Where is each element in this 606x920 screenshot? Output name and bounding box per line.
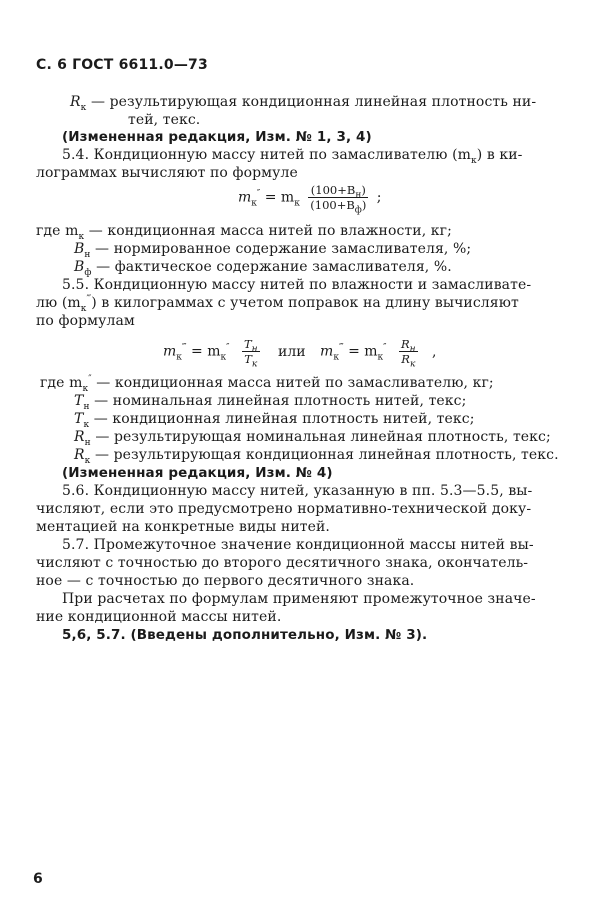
formula-rhs-sub: к: [294, 198, 300, 209]
w4-sub: н: [84, 437, 91, 448]
p56-line-3: ментацией на конкретные виды нитей.: [36, 519, 330, 535]
f1-lhs: m: [163, 343, 177, 360]
num-sub: н: [355, 190, 362, 201]
rk-definition-line-2: тей, текс.: [128, 112, 201, 128]
num-text: (100+B: [310, 183, 356, 197]
formula-or: или: [278, 343, 306, 360]
rk-definition-line-1: [70, 93, 536, 111]
f1-eq: = m: [186, 343, 221, 360]
w4-sym: R: [74, 429, 85, 445]
f2-eq: = m: [343, 343, 378, 360]
p54-line-1: [62, 146, 523, 164]
w5-sub: к: [84, 455, 91, 466]
p55-text-a: лю (m: [36, 295, 81, 311]
where-3-text: — фактическое содержание замасливателя, %.: [91, 259, 452, 275]
formula-5-4: [238, 183, 382, 216]
p54-where-1: [36, 222, 452, 240]
f2-rhs-sub: к: [377, 352, 384, 363]
p55-sup: ‴: [86, 294, 92, 305]
formula-lhs-sup: ″: [256, 188, 261, 199]
p55-line-2: [36, 294, 519, 312]
f1-numerator: [242, 337, 260, 355]
p55-where-3: [74, 410, 475, 428]
where-3-sym: B: [74, 259, 85, 275]
w1-text: — кондиционная масса нитей по замасливателю, кг;: [91, 375, 494, 391]
f2-num-sub: н: [409, 344, 416, 355]
formula-5-5: [163, 337, 437, 370]
edit-note-2: (Измененная редакция, Изм. № 4): [62, 465, 333, 481]
p54-text: 5.4. Кондиционную массу нитей по замасливателю (m: [62, 147, 472, 163]
f2-lhs: m: [320, 343, 334, 360]
p56-line-1: 5.6. Кондиционную массу нитей, указанную в пп. 5.3—5.5, вы-: [62, 483, 533, 499]
p55-text-b: ) в килограммах с учетом поправок на длину вычисляют: [91, 295, 519, 311]
p57-line-4: При расчетах по формулам применяют промежуточное значе-: [62, 591, 536, 607]
where-1-sub: к: [78, 231, 85, 242]
page-header: С. 6 ГОСТ 6611.0—73: [36, 57, 208, 73]
p57-line-3: ное — с точностью до первого десятичного знака.: [36, 573, 415, 589]
p54-sub: к: [471, 155, 477, 166]
rk-text: — результирующая кондиционная линейная плотность ни-: [86, 94, 537, 110]
f1-lhs-sup: ‴: [181, 342, 187, 353]
f2-den: R: [401, 352, 410, 366]
where-2-sub: н: [84, 249, 91, 260]
where-1-text: — кондиционная масса нитей по влажности, кг;: [84, 223, 452, 239]
w4-text: — результирующая номинальная линейная плотность, текс;: [90, 429, 551, 445]
formula-lhs: m: [238, 189, 252, 206]
where-1-lead: где m: [36, 223, 79, 239]
edit-note-3: 5,6, 5.7. (Введены дополнительно, Изм. № 3).: [62, 627, 428, 643]
f2-den-sub: к: [409, 359, 416, 370]
den-sub: ф: [354, 205, 362, 216]
p55-where-2: [74, 392, 466, 410]
where-3-sub: ф: [84, 267, 92, 278]
num-end: ): [361, 183, 366, 197]
edit-note-1: (Измененная редакция, Изм. № 1, 3, 4): [62, 129, 372, 145]
w1-sup: ″: [88, 374, 92, 385]
w3-sym: T: [74, 411, 84, 427]
f1-rhs-sup: ″: [226, 342, 230, 353]
formula-tail: ;: [372, 189, 382, 206]
formula-eq: = m: [260, 189, 295, 206]
f1-fraction: [242, 337, 260, 370]
formula-fraction: [308, 183, 368, 216]
rk-symbol: R: [70, 94, 81, 110]
p56-line-2: числяют, если это предусмотрено нормативно-технической доку-: [36, 501, 532, 517]
f1-num-sub: н: [251, 344, 258, 355]
w3-text: — кондиционная линейная плотность нитей, текс;: [89, 411, 475, 427]
f2-lhs-sup: ‴: [338, 342, 344, 353]
f1-num: T: [243, 337, 252, 351]
p55-line-3: по формулам: [36, 313, 135, 329]
formula-tail-2: ,: [427, 343, 437, 360]
den-text: (100+B: [310, 198, 355, 212]
p54-line-2: лограммах вычисляют по формуле: [36, 165, 298, 181]
formula-numerator: [308, 183, 368, 201]
p55-where-4: [74, 428, 551, 446]
page-number: 6: [33, 871, 43, 887]
f2-numerator: [399, 337, 418, 355]
p54-text-end: ) в ки-: [476, 147, 523, 163]
w1-lead: где m: [40, 375, 83, 391]
w2-sub: н: [83, 401, 90, 412]
p55-where-1: [40, 374, 494, 392]
f1-den-sub: к: [251, 359, 258, 370]
w3-sub: к: [83, 419, 90, 430]
p55-line-1: 5.5. Кондиционную массу нитей по влажности и замасливате-: [62, 277, 532, 293]
w2-text: — номинальная линейная плотность нитей, текс;: [89, 393, 467, 409]
f2-rhs-sup: ″: [383, 342, 387, 353]
p57-line-2: числяют с точностью до второго десятичного знака, окончатель-: [36, 555, 529, 571]
w2-sym: T: [74, 393, 84, 409]
p55-sub: к: [80, 303, 87, 314]
f2-lhs-sub: к: [333, 352, 339, 363]
f1-den: T: [244, 352, 252, 366]
f2-num: R: [400, 337, 410, 351]
f2-denominator: [399, 352, 418, 370]
f1-lhs-sub: к: [176, 352, 182, 363]
p55-where-5: [74, 446, 559, 464]
formula-lhs-sub: к: [251, 198, 257, 209]
w5-text: — результирующая кондиционная линейная плотность, текс.: [90, 447, 559, 463]
where-2-sym: B: [74, 241, 85, 257]
w1-sub: к: [82, 383, 89, 394]
p57-line-1: 5.7. Промежуточное значение кондиционной массы нитей вы-: [62, 537, 534, 553]
f1-rhs-sub: к: [220, 352, 227, 363]
where-2-text: — нормированное содержание замасливателя, %;: [90, 241, 472, 257]
den-end: ): [361, 198, 367, 212]
w5-sym: R: [74, 447, 85, 463]
f1-denominator: [242, 352, 260, 370]
formula-denominator: [308, 198, 368, 216]
f2-fraction: [399, 337, 418, 370]
p54-where-3: [74, 258, 452, 276]
p54-where-2: [74, 240, 471, 258]
rk-subscript: к: [80, 102, 87, 113]
p57-line-5: ние кондиционной массы нитей.: [36, 609, 282, 625]
